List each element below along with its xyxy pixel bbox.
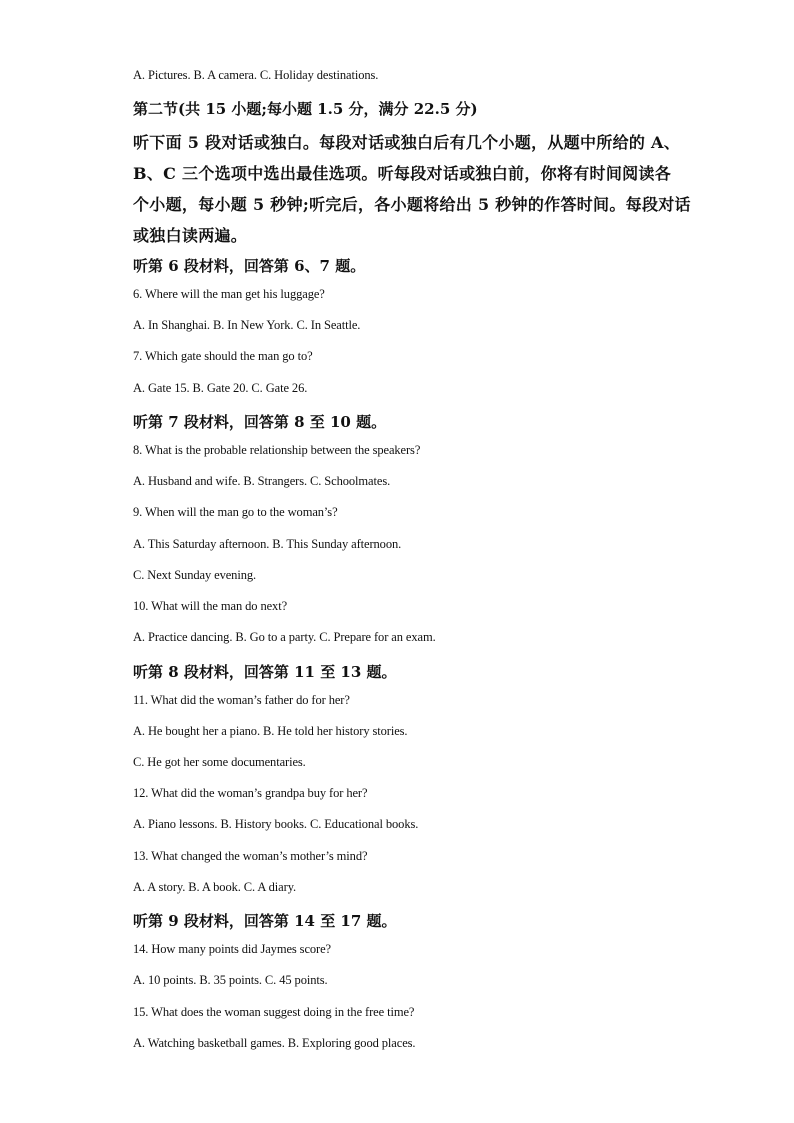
section-title: 第二节(共 15 小题;每小题 1.5 分，满分 22.5 分) (133, 100, 478, 118)
answer-options: A. In Shanghai. B. In New York. C. In Seattle. (133, 318, 361, 332)
instruction-line: 听下面 5 段对话或独白。每段对话或独白后有几个小题，从题中所给的 A、 (133, 133, 681, 152)
question-text: 6. Where will the man get his luggage? (133, 287, 325, 301)
instruction-line: 或独白读两遍。 (133, 226, 248, 245)
answer-options: A. 10 points. B. 35 points. C. 45 points. (133, 973, 328, 987)
question-text: 11. What did the woman’s father do for her? (133, 693, 350, 707)
answer-options: A. Practice dancing. B. Go to a party. C. Prepare for an exam. (133, 630, 436, 644)
group-heading: 听第 6 段材料，回答第 6、7 题。 (133, 257, 366, 275)
group-heading: 听第 7 段材料，回答第 8 至 10 题。 (133, 413, 387, 431)
question-text: 10. What will the man do next? (133, 599, 288, 613)
question-5-options: A. Pictures. B. A camera. C. Holiday destinations. (133, 68, 379, 82)
answer-options: C. He got her some documentaries. (133, 755, 306, 769)
answer-options: C. Next Sunday evening. (133, 568, 257, 582)
answer-options: A. He bought her a piano. B. He told her history stories. (133, 724, 408, 738)
answer-options: A. A story. B. A book. C. A diary. (133, 880, 297, 894)
group-heading: 听第 9 段材料，回答第 14 至 17 题。 (133, 912, 397, 930)
answer-options: A. Husband and wife. B. Strangers. C. Schoolmates. (133, 474, 391, 488)
question-text: 15. What does the woman suggest doing in the free time? (133, 1005, 415, 1019)
instruction-line: B、C 三个选项中选出最佳选项。听每段对话或独白前，你将有时间阅读各 (133, 164, 672, 183)
question-text: 12. What did the woman’s grandpa buy for her? (133, 786, 368, 800)
question-text: 14. How many points did Jaymes score? (133, 942, 332, 956)
question-text: 9. When will the man go to the woman’s? (133, 505, 338, 519)
question-text: 13. What changed the woman’s mother’s mind? (133, 849, 368, 863)
question-text: 8. What is the probable relationship between the speakers? (133, 443, 421, 457)
answer-options: A. Watching basketball games. B. Exploring good places. (133, 1036, 416, 1050)
answer-options: A. Piano lessons. B. History books. C. Educational books. (133, 817, 419, 831)
answer-options: A. This Saturday afternoon. B. This Sunday afternoon. (133, 537, 402, 551)
answer-options: A. Gate 15. B. Gate 20. C. Gate 26. (133, 381, 308, 395)
group-heading: 听第 8 段材料，回答第 11 至 13 题。 (133, 663, 397, 681)
instruction-line: 个小题，每小题 5 秒钟;听完后，各小题将给出 5 秒钟的作答时间。每段对话 (133, 195, 691, 214)
question-text: 7. Which gate should the man go to? (133, 349, 313, 363)
